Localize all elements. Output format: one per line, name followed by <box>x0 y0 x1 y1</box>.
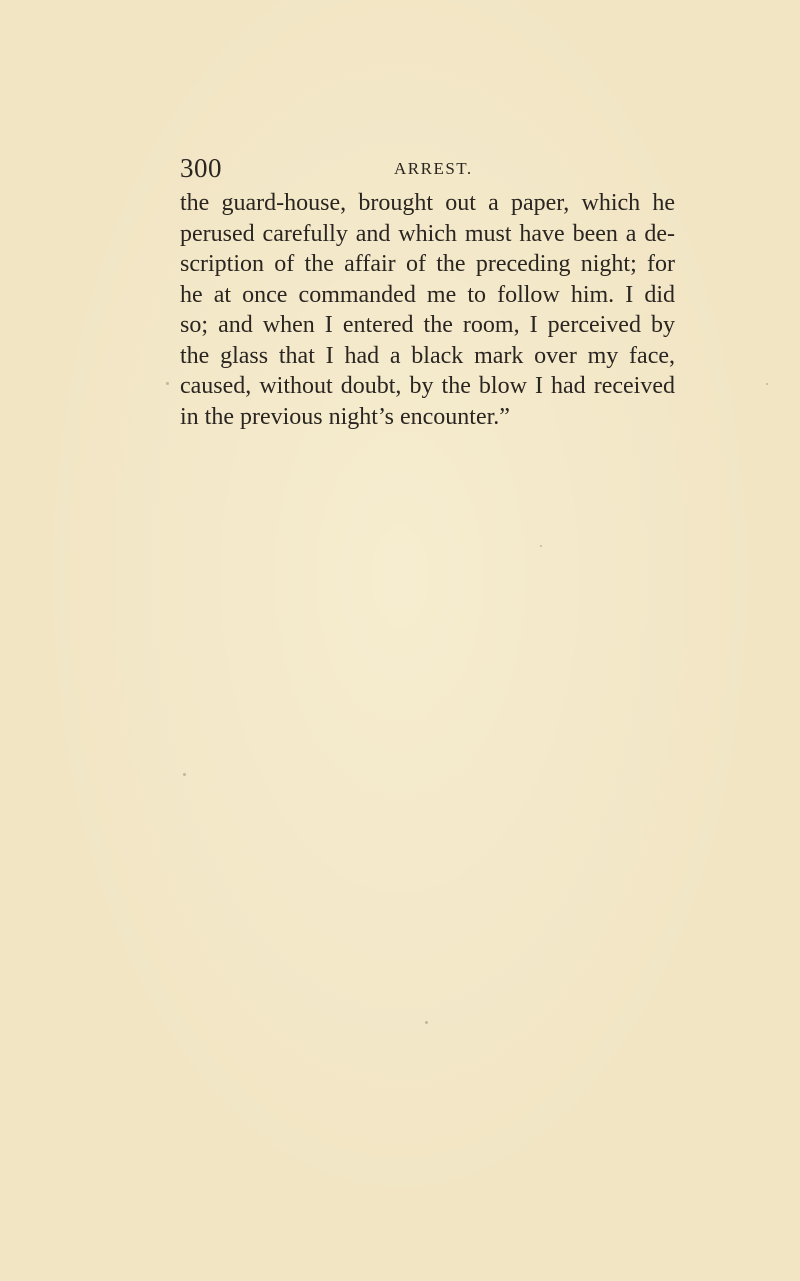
text-line: scription of the affair of the preceding night; for <box>180 251 675 277</box>
paper-speck <box>183 773 186 776</box>
text-line: in the previous night’s encounter.” <box>180 403 510 430</box>
paper-speck <box>766 383 768 385</box>
text-line: caused, without doubt, by the blow I had received <box>180 373 675 399</box>
paper-speck <box>425 1021 428 1024</box>
chapter-running-title: ARREST. <box>394 159 473 178</box>
paper-speck <box>540 545 542 547</box>
body-paragraph <box>180 188 675 432</box>
text-line: perused carefully and which must have been a de- <box>180 220 675 247</box>
text-line: the guard-house, brought out a paper, which he <box>180 190 675 216</box>
page-number: 300 <box>180 153 222 183</box>
running-head <box>180 148 674 188</box>
text-line: the glass that I had a black mark over my face, <box>180 342 675 369</box>
text-line: so; and when I entered the room, I perceived by <box>180 312 675 338</box>
paper-speck <box>166 382 169 385</box>
text-line: he at once commanded me to follow him. I did <box>180 281 675 308</box>
